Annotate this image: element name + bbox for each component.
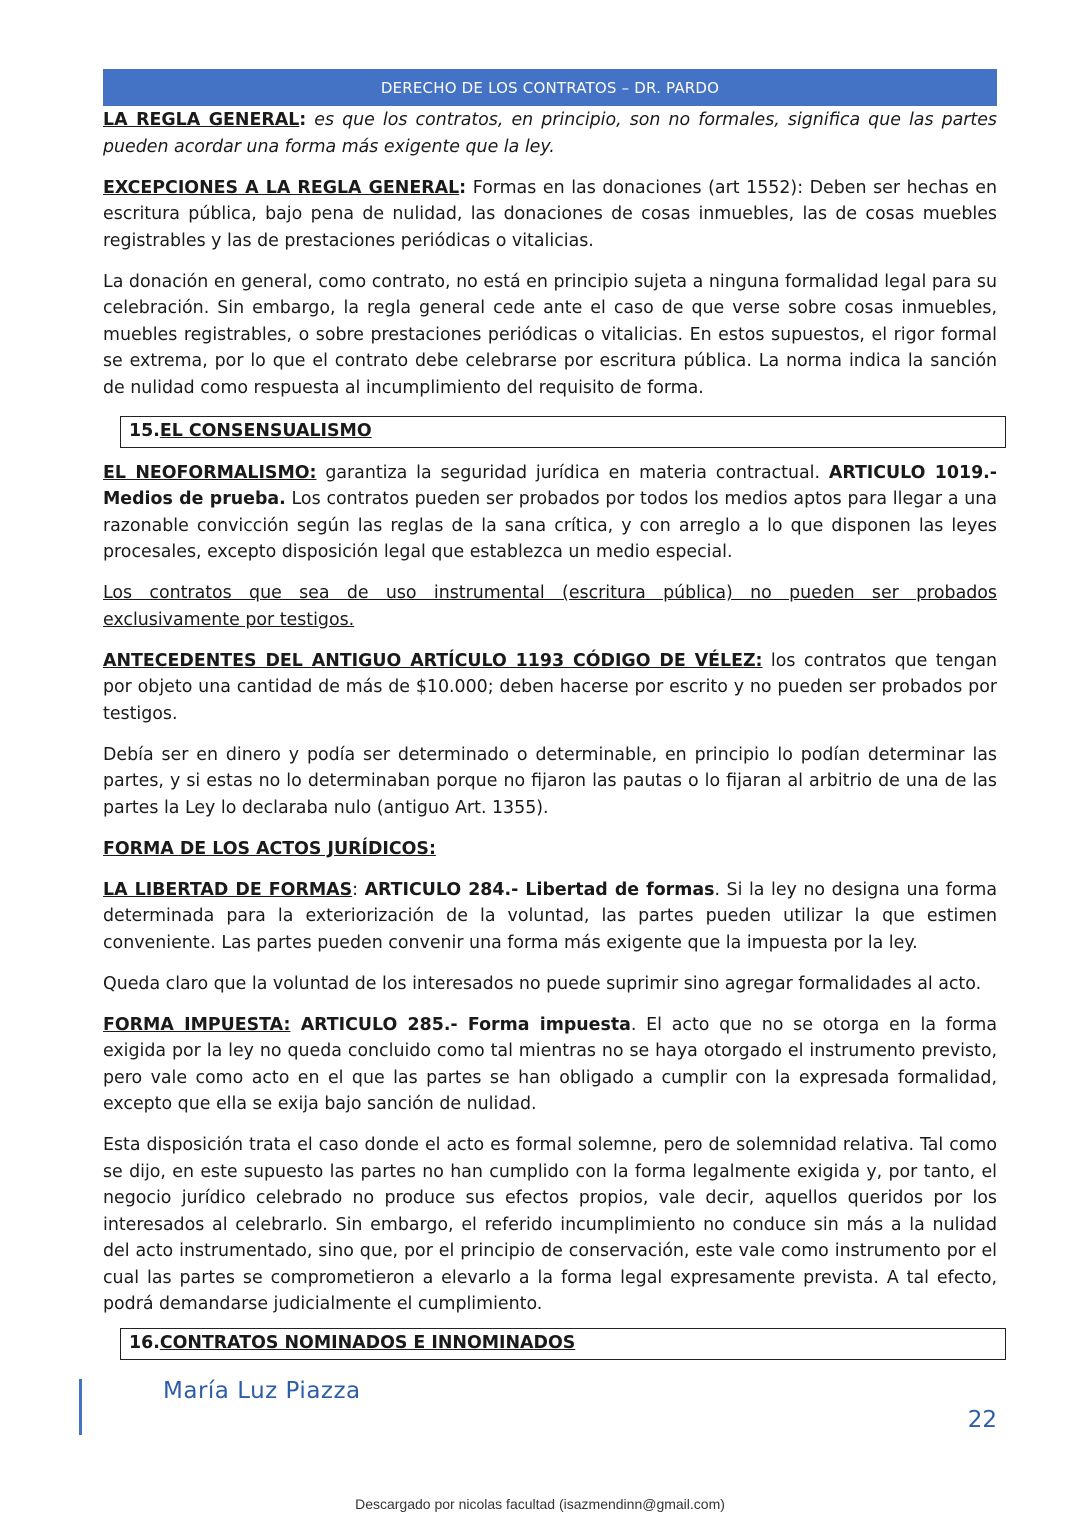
section-number: 16. [129, 1333, 160, 1354]
paragraph-text: Los contratos pueden ser probados por todos los medios aptos para llegar a una razonable convicción según las reglas de la sana crítica, y con arreglo a lo que disponen las leyes procesales, excepto disposición legal que establezca un medio especial. [103, 489, 997, 562]
paragraph-text: es que los contratos, en principio, son no formales, significa que las partes pueden acordar una forma más exigente que la ley. [103, 110, 997, 157]
section-title: CONTRATOS NOMINADOS E INNOMINADOS [159, 1333, 576, 1354]
paragraph-text: Debía ser en dinero y podía ser determinado o determinable, en principio lo podían determinar las partes, y si estas no lo determinaban porque no fijaron las pautas o lo fijaran al arbitrio de una de las partes la Ley lo declaraba nulo (antiguo Art. 1355). [103, 744, 997, 818]
term-excepciones: EXCEPCIONES A LA REGLA GENERAL [103, 177, 460, 198]
paragraph-forma-actos [103, 836, 997, 863]
paragraph-text: Esta disposición trata el caso donde el acto es formal solemne, pero de solemnidad relativa. Tal como se dijo, en este supuesto las partes no han cumplido con la forma legalmente exigida y, por tanto, el negocio jurídico celebrado no produce sus efectos propios, vale decir, aquellos queridos por los interesados al celebrarlo. Sin embargo, el referido incumplimiento no conduce sin más a la nulidad del acto instrumentado, sino que, por el principio de conservación, este vale como instrumento por el cual las partes se comprometieron a elevarlo a la forma legal expresamente prevista. A tal efecto, podrá demandarse judicialmente el cumplimiento. [103, 1135, 997, 1314]
paragraph-text: . Si la ley no designa una forma determinada para la exteriorización de la voluntad, las partes pueden utilizar la que estimen conveniente. Las partes pueden convenir una forma más exigente que la impuesta por la ley. [103, 879, 997, 953]
term-forma-impuesta: FORMA IMPUESTA: [103, 1014, 291, 1035]
article-reference: ARTICULO 285.- Forma impuesta [290, 1014, 631, 1035]
paragraph-forma-impuesta [103, 1012, 997, 1118]
term-antecedentes: ANTECEDENTES DEL ANTIGUO ARTÍCULO 1193 CÓDIGO DE VÉLEZ: [103, 650, 763, 671]
colon: : [299, 110, 307, 130]
paragraph-instrumental [103, 580, 997, 633]
footer-author: María Luz Piazza [163, 1378, 361, 1404]
section-heading-15 [120, 416, 1006, 448]
term-libertad-formas: LA LIBERTAD DE FORMAS [103, 879, 353, 900]
paragraph-text: La donación en general, como contrato, no está en principio sujeta a ninguna formalidad legal para su celebración. Sin embargo, la regla general cede ante el caso de que verse sobre cosas inmuebles, muebles registrables, o sobre prestaciones periódicas o vitalicias. En estos supuestos, el rigor formal se extrema, por lo que el contrato debe celebrarse por escritura pública. La norma indica la sanción de nulidad como respuesta al incumplimiento del requisito de forma. [103, 271, 997, 398]
footer-divider [79, 1379, 82, 1435]
paragraph-solemnidad [103, 1132, 997, 1318]
colon: : [459, 177, 467, 198]
paragraph-text: Formas en las donaciones (art 1552): Deben ser hechas en escritura pública, bajo pena de nulidad, las donaciones de cosas inmuebles, las de cosas muebles registrables y las de prestaciones periódicas o vitalicias. [103, 177, 997, 251]
paragraph-neoformalismo [103, 460, 997, 566]
paragraph-dinero [103, 742, 997, 822]
page-content [103, 107, 997, 1372]
paragraph-libertad-formas [103, 877, 997, 957]
article-reference: ARTICULO 1019.- Medios de prueba. [103, 462, 997, 509]
download-note: Descargado por nicolas facultad (isazmendinn@gmail.com) [355, 1496, 725, 1512]
paragraph-antecedentes [103, 648, 997, 728]
article-reference: ARTICULO 284.- Libertad de formas [364, 879, 715, 900]
paragraph-excepciones [103, 175, 997, 255]
document-header [103, 69, 997, 106]
colon: : [352, 879, 365, 900]
section-title: EL CONSENSUALISMO [159, 421, 372, 442]
paragraph-text: los contratos que tengan por objeto una cantidad de más de $10.000; deben hacerse por escrito y no pueden ser probados por testigos. [103, 650, 997, 724]
term-forma-actos: FORMA DE LOS ACTOS JURÍDICOS: [103, 838, 436, 859]
paragraph-text: . El acto que no se otorga en la forma exigida por la ley no queda concluido como tal mientras no se haya otorgado el instrumento previsto, pero vale como acto en el que las partes se han obligado a cumplir con la expresada formalidad, excepto que ella se exija bajo sanción de nulidad. [103, 1014, 997, 1114]
paragraph-donacion [103, 269, 997, 402]
term-neoformalismo: EL NEOFORMALISMO: [103, 462, 317, 483]
paragraph-text: Los contratos que sea de uso instrumental (escritura pública) no pueden ser probados exclusivamente por testigos. [103, 583, 997, 630]
paragraph-text: garantiza la seguridad jurídica en materia contractual. [316, 462, 829, 483]
paragraph-text: Queda claro que la voluntad de los interesados no puede suprimir sino agregar formalidades al acto. [103, 973, 982, 994]
section-number: 15. [129, 421, 160, 442]
paragraph-regla-general [103, 107, 997, 160]
paragraph-voluntad [103, 971, 997, 998]
header-title: DERECHO DE LOS CONTRATOS – DR. PARDO [380, 78, 720, 97]
term-regla-general: LA REGLA GENERAL [103, 110, 300, 130]
page-number: 22 [967, 1407, 997, 1433]
section-heading-16 [120, 1328, 1006, 1360]
